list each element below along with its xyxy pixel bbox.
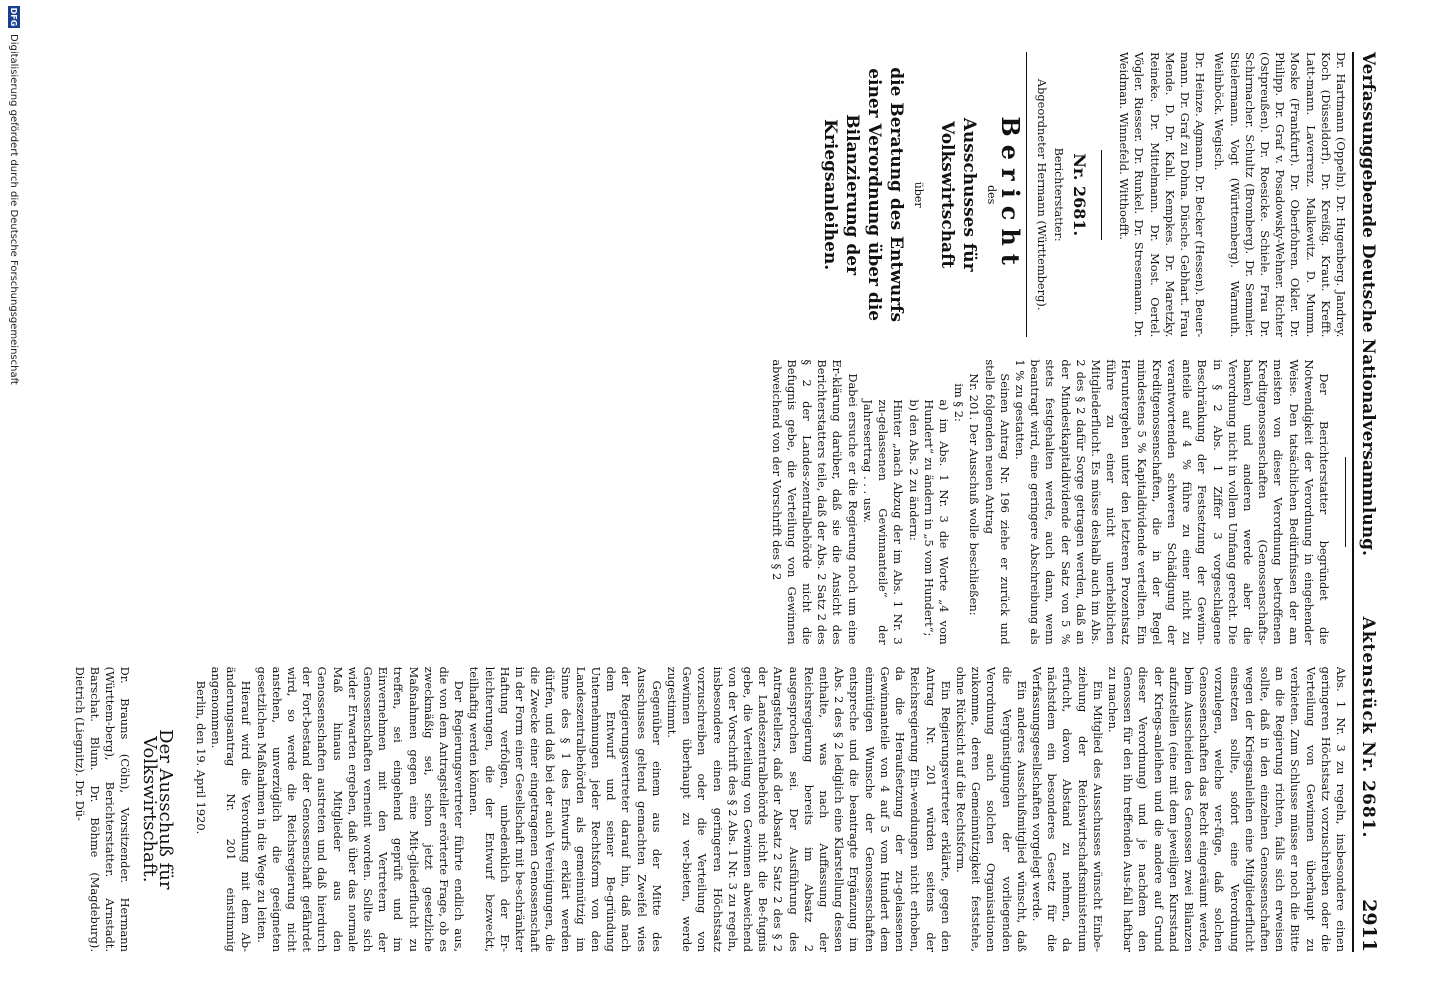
text-columns [70,52,1348,952]
motion-item-b-text: Hinter „nach Abzug der im Abs. 1 Nr. 3 zu-gelassenen Gewinnanteile“ der Jahresertrag . . . usw. [860,399,906,645]
subject-divider [1345,457,1346,547]
report-des: des [985,185,999,205]
credit-text: Digitalisierung gefördert durch die Deutsche Forschungsgemeinschaft [8,34,20,385]
report-number: Nr. 2681. [1069,153,1089,237]
motion-item-intro: im § 2: [952,383,967,422]
report-date: Berlin, den 19. April 1920. [193,680,208,835]
digitization-credit [6,6,22,606]
header-document-number: Aktenstück Nr. 2681. [1358,616,1378,839]
body-paragraph: Seinen Antrag Nr. 196 ziehe er zurück und stelle folgenden neuen Antrag [982,359,1012,645]
report-subject: die Beratung des Entwurfs einer Verordnung über die Bilanzierung der Kriegsanleihen. [819,67,906,323]
body-paragraph: Ein Mitglied des Ausschusses wünscht Einbe-ziehung der Reichswirtschaftsministerium erfucht, davon Abstand zu nehmen, da nächstdem ein besonderes Gesetz für die Verfassungsgesellschaften vorgelegt werde. [1029,666,1105,952]
body-paragraph: Ein Regierungsvertreter erklärte, gegen den Antrag Nr. 201 würden seitens der Reichsregierung Ein-wendungen nicht erhoben, da die Heraufsetzung der zu-gelassenen Gewinnanteile von 4 auf 5 vom Hundert dem einmütigen Wunsche der Genossenschaften entspreche und die beantragte Ergänzung im Abs. 2 des § 2 lediglich eine Klarstellung dessen enthalte, was nach Auffassung der Reichsregierung bereits im Absatz 2 ausgesprochen sei. Der Ausführung des Antragstellers, daß der Absatz 2 Satz 2 des § 2 der Landeszentralbehörde nicht die Be-fugnis gebe, die Verteilung von Gewinnen abweichend von der Vorschrift des § 2 Abs. 1 Nr. 3 zu regeln, insbesondere einen geringeren Höchstsatz vorzuschreiben oder die Verteilung von Gewinnen überhaupt zu ver-bieten, werde zugestimmt. [665,666,953,952]
alternates-list: Dr. Heinze. Agmann. Dr. Becker (Hessen). Beuer-mann. Dr. Graf zu Dohna. Düsche. Gebhart. Frau Mende. D. Dr. Kahl. Kempkes. Dr. Maretzky. Reineke. Dr. Mittelmann. Dr. Most. Oertel. Vögler. Riesser. Dr. Runkel. Dr. Stresemann. Dr. Weidman. Winnefeld. Witthoefft. [1117,52,1208,338]
body-paragraph: Ein anderes Ausschußmitglied wünscht, daß die Vergünstigungen der vorliegenden Verordnung auch solchen Organisationen zukomme, deren Gemeinnützigkeit feststehe, ohne Rücksicht auf die Rechtsform. [953,666,1029,952]
column-left [70,52,1348,337]
column-middle [70,359,1348,644]
column-right [70,667,1348,952]
committee-signature-heading: Der Ausschuß für Volkswirtschaft. [139,729,176,890]
dfg-logo: DFG [9,7,19,27]
members-list: Dr. Hartmann (Oppeln). Dr. Hugenberg. Jandrey. Koch (Düsseldorf). Dr. Kreißig. Kraut. Krefft. Latt-mann. Laverrenz. Malkewitz. D. Mumm. Moske (Frankfurt). Dr. Oberfohren. Okler. Dr. Philipp. Dr. Graf v. Posadowsky-Wehner. Richter (Ostpreußen). Dr. Roesicke. Schiele. Frau Dr. Schirmacher. Schultz (Bromberg). Dr. Semmler. Stielermann. Vogt (Württemberg). Warmuth. Weilnböck. Wegisch. [1212,52,1348,338]
rapporteur-label: Berichterstatter: [1051,147,1065,242]
body-paragraph: Dabei ersuche er die Regierung noch um eine Er-klärung darüber, daß sie die Ansicht des Berichterstatters teile, daß der Abs. 2 Satz 2 des § 2 der Landes-zentralbehörde nicht die Befugnis gebe, die Verteilung von Gewinnen abweichend von der Vorschrift des § 2 [769,359,860,645]
motion-item-a: a) im Abs. 1 Nr. 3 die Worte „4 vom Hundert“ zu ändern in „5 vom Hundert“; [921,399,951,645]
page-number: 2911 [1358,899,1380,952]
report-ueber: über [911,181,925,208]
motion-item-b: b) den Abs. 2 zu ändern: [906,399,921,541]
section-divider [1101,150,1102,240]
header-assembly-title: Verfassunggebende Deutsche Nationalversammlung. [1358,52,1378,556]
running-head [1352,52,1388,952]
rapporteur-name: Abgeordneter Hermann (Württemberg). [1026,52,1048,337]
body-paragraph: Abs. 1 Nr. 3 zu regeln, insbesondere einen geringeren Höchstsatz vorzuschreiben oder die Verteilung von Gewinnen überhaupt zu verbieten. Zum Schlusse müsse er noch die Bitte an die Regierung richten, falls sich erweisen sollte, daß in den einzelnen Genossenschaften wegen der Kriegsanleihen eine Mitgliederflucht einsetzen sollte, sofort eine Verordnung vorzulegen, welche ver-füge, daß solchen Genossenschaften das Recht eingeräumt werde, beim Ausscheiden des Genossen zwei Bilanzen aufzustellen (eine mit dem jeweiligen Kursstand der Kriegs-anleihen und die andere auf Grund dieser Verordnung) und je nachdem den Genossen für den ihn treffenden Aus-fall haftbar zu machen. [1105,666,1348,952]
report-title: Bericht [996,116,1026,273]
body-paragraph: Gegenüber einem aus der Mitte des Ausschusses geltend gemachten Zweifel wies der Regierungsvertreter darauf hin, daß nach dem Entwurf und seiner Be-gründung Unternehmungen jeder Rechtsform von den Landeszentralbehörden als gemeinnützig im Sinne des § 1 des Entwurfs erklärt werden dürfen, und daß bei der auch Vereinigungen, die die Zwecke einer eingetragenen Genossenschaft in der Form einer Gesellschaft mit be-schränkter Haftung verfolgen, unbedenklich der Er-leichterungen, die der Entwurf bezweckt, teilhaftig werden können. [467,666,664,952]
signatures-list: Dr. Brauns (Cöln), Vorsitzender. Hermann (Württem-berg), Berichterstatter. Arnstadt. Barschat. Blum. Dr. Böhme (Magdeburg). Dietrich (Liegnitz). Dr. Dü- [72,666,133,952]
motion-heading: Nr. 201. Der Ausschuß wolle beschließen: [967,373,982,616]
body-paragraph: Der Regierungsvertreter führte endlich aus, die von dem Antragsteller erörterte Frage, ob es zweckmäßig sei, schon jetzt gesetzliche Maßnahmen gegen eine Mit-gliederflucht zu treffen, sei eingehend geprüft und im Einvernehmen mit den Vertretern der Genossenschaften verneint worden. Sollte sich wider Erwarten ergeben, daß über das normale Maß hinaus Mitglieder aus den Genossenschaften austreten und daß hierdurch der Fort-bestand der Genossenschaft gefährdet wird, so werde die Reichsregierung nicht anstehen, unverzüglich die geeigneten gesetzlichen Maßnahmen in die Wege zu leiten. [254,666,467,952]
report-committee: Ausschusses für Volkswirtschaft [936,117,979,272]
body-paragraph: Der Berichterstatter begründet die Notwendigkeit der Verordnung in eingehender Weise. Den tatsächlichen Bedürfnissen der am meisten von dieser Verordnung betroffenen Kreditgenossenschaften (Genossenschafts-banken) und anderen werde aber die Verordnung nicht in vollem Umfang gerecht. Die in § 2 Abs. 1 Ziffer 3 vorgeschlagene Beschränkung der Festsetzung der Gewinn-anteile auf 4 % führe zu einer nicht zu verantwortenden schweren Schädigung der Kreditgenossenschaften, die in der Regel mindestens 5 % Kapitaldividende verteilten. Ein Heruntergehen unter den letzteren Prozentsatz führe zu einer nicht unerheblichen Mitgliederflucht. Es müsse deshalb auch im Abs. 2 des § 2 dafür Sorge getragen werden, daß an der Mindestkapitaldividende der Satz von 5 % stets festgehalten werde, auch dann, wenn beantragt wird, eine geringere Abschreibung als 1 % zu gestatten. [1012,359,1331,645]
body-paragraph: Hierauf wird die Verordnung mit dem Ab-änderungsantrag Nr. 201 einstimmig angenommen. [208,666,254,952]
